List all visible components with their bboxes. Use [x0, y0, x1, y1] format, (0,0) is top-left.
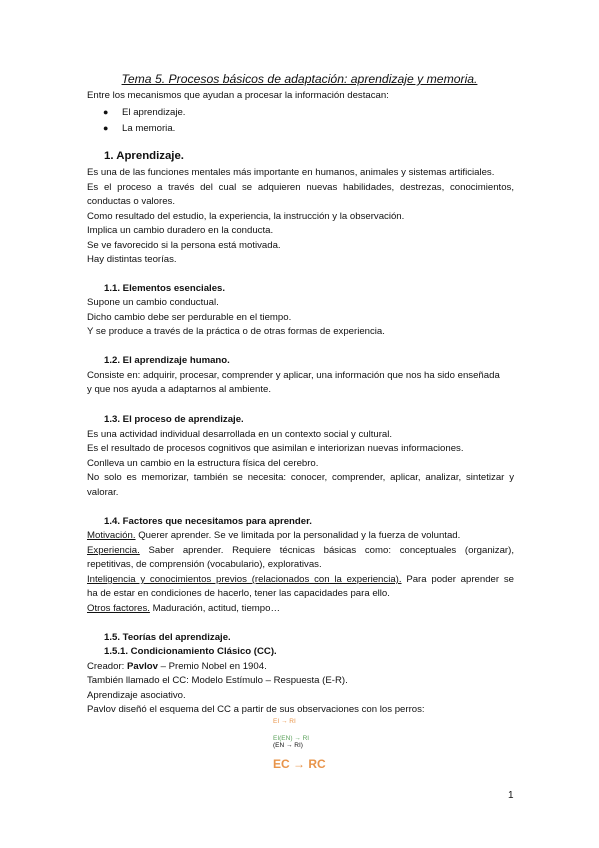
paragraph-line: Y se produce a través de la práctica o de otras formas de experiencia. [87, 326, 385, 337]
paragraph-line: y que nos ayuda a adaptarnos al ambiente. [87, 384, 272, 395]
paragraph-line: conductas o valores. [87, 196, 175, 207]
list-item: La memoria. [122, 123, 176, 134]
paragraph-line: Es el proceso a través del cual se adquieren nuevas habilidades, destrezas, conocimientos, [87, 182, 514, 193]
list-item: El aprendizaje. [122, 107, 186, 118]
subsection-heading: 1.1. Elementos esenciales. [104, 283, 226, 294]
term-label: Motivación. [87, 530, 136, 541]
scheme-result: EC → RC [273, 757, 326, 771]
paragraph-line: ha de estar en condiciones de hacerlo, tener las capacidades para ello. [87, 588, 390, 599]
intro-text: Entre los mecanismos que ayudan a procesar la información destacan: [87, 90, 389, 101]
scheme-line: EI → RI [273, 718, 296, 725]
paragraph-line: Consiste en: adquirir, procesar, comprender y aplicar, una información que nos ha sido enseñada [87, 370, 500, 381]
paragraph-line: Inteligencia y conocimientos previos (relacionados con la experiencia). Para poder aprender se [87, 574, 515, 585]
paragraph-line: Se ve favorecido si la persona está motivada. [87, 240, 281, 251]
subsection-heading: 1.3. El proceso de aprendizaje. [104, 414, 244, 425]
paragraph-line: Supone un cambio conductual. [87, 297, 219, 308]
term-label: Inteligencia y conocimientos previos (relacionados con la experiencia). [87, 574, 402, 585]
paragraph-line: Conlleva un cambio en la estructura física del cerebro. [87, 458, 319, 469]
term-label: Experiencia. [87, 545, 140, 556]
bullet-icon: ● [103, 123, 109, 133]
paragraph-line: No solo es memorizar, también se necesita: conocer, comprender, aplicar, analizar, sintetizar y [87, 472, 514, 483]
bullet-icon: ● [103, 107, 109, 117]
paragraph-line: Aprendizaje asociativo. [87, 690, 186, 701]
paragraph-line: Como resultado del estudio, la experiencia, la instrucción y la observación. [87, 211, 405, 222]
page-number: 1 [508, 790, 514, 801]
paragraph-line: Es una actividad individual desarrollada en un contexto social y cultural. [87, 429, 393, 440]
paragraph-line: Experiencia. Saber aprender. Requiere técnicas básicas como: conceptuales (organizar), [87, 545, 514, 556]
paragraph-line: También llamado el CC: Modelo Estímulo – Respuesta (E-R). [87, 675, 348, 686]
page-title: Tema 5. Procesos básicos de adaptación: aprendizaje y memoria. [121, 72, 478, 86]
section-heading: 1. Aprendizaje. [104, 150, 184, 162]
paragraph-line: Otros factores. Maduración, actitud, tiempo… [87, 603, 281, 614]
paragraph-line: Hay distintas teorías. [87, 254, 177, 265]
paragraph-line: Creador: Pavlov – Premio Nobel en 1904. [87, 661, 267, 672]
subsubsection-heading: 1.5.1. Condicionamiento Clásico (CC). [104, 646, 277, 657]
paragraph-line: repetitivas, de comprensión (vocabulario), explorativas. [87, 559, 322, 570]
paragraph-line: Motivación. Querer aprender. Se ve limitada por la personalidad y la fuerza de voluntad. [87, 530, 461, 541]
term-label: Otros factores. [87, 603, 150, 614]
subsection-heading: 1.4. Factores que necesitamos para aprender. [104, 516, 312, 527]
paragraph-line: Es una de las funciones mentales más importante en humanos, animales y sistemas artificiales. [87, 167, 495, 178]
paragraph-line: Pavlov diseñó el esquema del CC a partir de sus observaciones con los perros: [87, 704, 425, 715]
paragraph-line: Implica un cambio duradero en la conducta. [87, 225, 274, 236]
subsection-heading: 1.5. Teorías del aprendizaje. [104, 632, 231, 643]
scheme-line: EI(EN) → RI [273, 735, 310, 742]
paragraph-line: valorar. [87, 487, 119, 498]
paragraph-line: Es el resultado de procesos cognitivos que asimilan e interiorizan nuevas informaciones. [87, 443, 464, 454]
subsection-heading: 1.2. El aprendizaje humano. [104, 355, 230, 366]
paragraph-line: Dicho cambio debe ser perdurable en el tiempo. [87, 312, 292, 323]
scheme-line: (EN → RI) [273, 742, 303, 749]
